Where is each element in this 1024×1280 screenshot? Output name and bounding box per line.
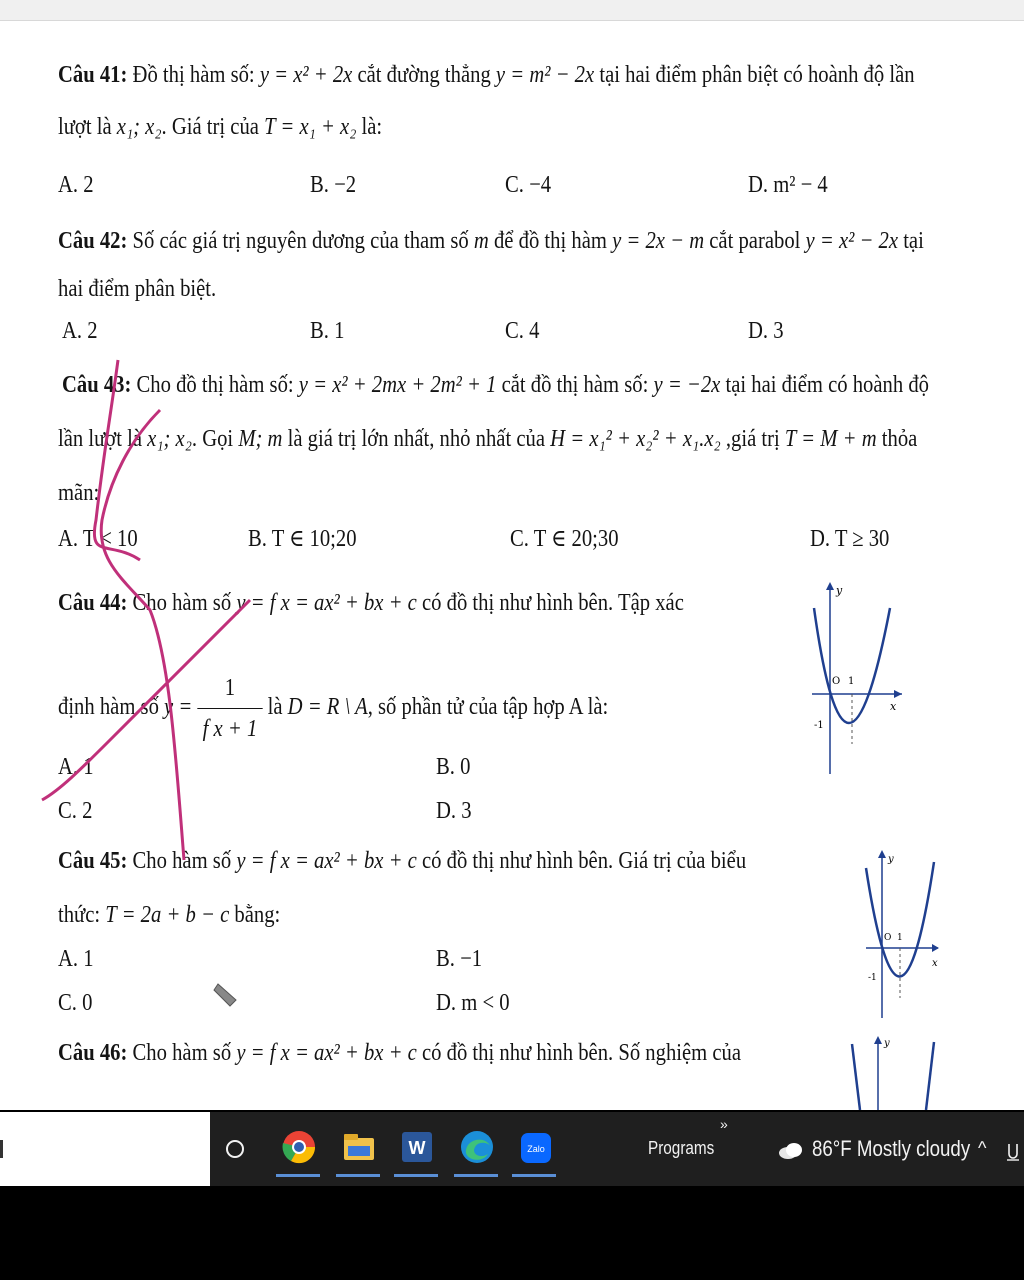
q41-label: Câu 41: [58, 62, 128, 88]
x-label: x [890, 700, 897, 713]
q44-fraction: $\frac{1}{\text{f x + 1}}$ [197, 668, 262, 749]
q43-line1: Câu 43: Cho đồ thị hàm số: y = x² + 2mx + 2m² + 1 cắt đồ thị hàm số: y = −2x tại hai điểm có hoành độ [62, 372, 929, 398]
q41-option-b: B. −2 [310, 172, 357, 198]
q41-line1: Câu 41: Đồ thị hàm số: y = x² + 2x cắt đường thẳng y = m² − 2x tại hai điểm phân biệt có hoành độ lần [58, 62, 915, 88]
taskbar-left-blank [0, 1112, 210, 1186]
q41-option-a: A. 2 [58, 172, 94, 198]
x-label: x [932, 958, 938, 969]
search-circle-icon[interactable] [224, 1138, 246, 1160]
zalo-active-indicator [512, 1174, 556, 1177]
q44-option-b: B. 0 [436, 754, 471, 780]
q44-option-a: A. 1 [58, 754, 94, 780]
q42-option-c: C. 4 [505, 318, 540, 344]
q44-line2: định hàm số y = $\frac{1}{\text{f x + 1}}$ là D = R \ A, số phần tử của tập hợp A là: [58, 668, 608, 749]
q43-label: Câu 43: [62, 372, 132, 398]
origin-label: O [884, 933, 892, 943]
taskbar [210, 1112, 1024, 1186]
edge-icon[interactable] [460, 1130, 494, 1164]
q42-option-a: A. 2 [62, 318, 98, 344]
q45-option-a: A. 1 [58, 946, 94, 972]
toolbar-chevron[interactable]: » [720, 1116, 728, 1132]
one-label: 1 [897, 933, 903, 943]
word-active-indicator [394, 1174, 438, 1177]
pencil-cursor-icon [214, 984, 236, 1006]
q42-option-d: D. 3 [748, 318, 784, 344]
q41-formula2: y = m² − 2x [495, 62, 595, 88]
y-label: y [888, 854, 894, 865]
file-explorer-icon[interactable] [342, 1132, 376, 1162]
minus-one-label: -1 [814, 720, 824, 731]
minus-one-label: -1 [868, 973, 877, 983]
language-indicator-icon[interactable] [1006, 1142, 1020, 1162]
chrome-active-indicator [276, 1174, 320, 1177]
chrome-icon[interactable] [282, 1130, 316, 1164]
zalo-icon[interactable] [520, 1132, 552, 1164]
origin-label: O [832, 676, 841, 687]
q45-option-d: D. m < 0 [436, 990, 510, 1016]
q41-line2: lượt là x₁; x₂. Giá trị của T = x₁ + x₂ là: [58, 114, 383, 140]
q43-option-b: B. T ∈ 10;20 [248, 526, 357, 552]
weather-widget[interactable]: 86°F Mostly cloudy [812, 1136, 971, 1161]
svg-text:Zalo: Zalo [527, 1144, 545, 1154]
q44-line1: Câu 44: Cho hàm số y = f x = ax² + bx + c có đồ thị như hình bên. Tập xác [58, 590, 684, 616]
q44-option-d: D. 3 [436, 798, 472, 824]
q45-line1: Câu 45: Cho hàm số y = f x = ax² + bx + c có đồ thị như hình bên. Giá trị của biểu [58, 848, 747, 874]
q43-option-c: C. T ∈ 20;30 [510, 526, 619, 552]
q41-formula1: y = x² + 2x [259, 62, 353, 88]
q41-option-c: C. −4 [505, 172, 552, 198]
q44-option-c: C. 2 [58, 798, 93, 824]
q43-line2: lần lượt là x₁; x₂. Gọi M; m là giá trị lớn nhất, nhỏ nhất của H = x₁² + x₂² + x₁.x₂ ,giá trị T = M + m thỏa [58, 426, 918, 452]
q45-line2: thức: T = 2a + b − c bằng: [58, 902, 281, 928]
cloud-icon [778, 1140, 804, 1160]
q46-line1: Câu 46: Cho hàm số y = f x = ax² + bx + c có đồ thị như hình bên. Số nghiệm của [58, 1040, 742, 1066]
q45-label: Câu 45: [58, 848, 128, 874]
q45-option-c: C. 0 [58, 990, 93, 1016]
q43-line3: mãn: [58, 480, 100, 506]
edge-active-indicator [454, 1174, 498, 1177]
q42-line1: Câu 42: Số các giá trị nguyên dương của tham số m để đồ thị hàm y = 2x − m cắt parabol y = x² − 2x tại [58, 228, 924, 254]
q42-line2: hai điểm phân biệt. [58, 276, 217, 302]
q43-option-d: D. T ≥ 30 [810, 526, 890, 552]
one-label: 1 [848, 676, 855, 687]
show-hidden-icons-caret[interactable]: ^ [978, 1138, 987, 1158]
annotation-stroke [101, 410, 184, 860]
q45-option-b: B. −1 [436, 946, 483, 972]
q46-label: Câu 46: [58, 1040, 128, 1066]
y-label: y [836, 584, 843, 597]
q42-option-b: B. 1 [310, 318, 345, 344]
annotation-stroke [42, 600, 250, 800]
q44-label: Câu 44: [58, 590, 128, 616]
taskbar-left-edge [0, 1140, 3, 1158]
y-label: y [884, 1038, 890, 1049]
programs-toolbar[interactable]: Programs [648, 1138, 715, 1158]
word-icon[interactable] [400, 1130, 434, 1164]
svg-text:W: W [408, 1138, 426, 1158]
q43-option-a: A. T < 10 [58, 526, 138, 552]
q41-option-d: D. m² − 4 [748, 172, 828, 198]
q42-label: Câu 42: [58, 228, 128, 254]
explorer-active-indicator [336, 1174, 380, 1177]
